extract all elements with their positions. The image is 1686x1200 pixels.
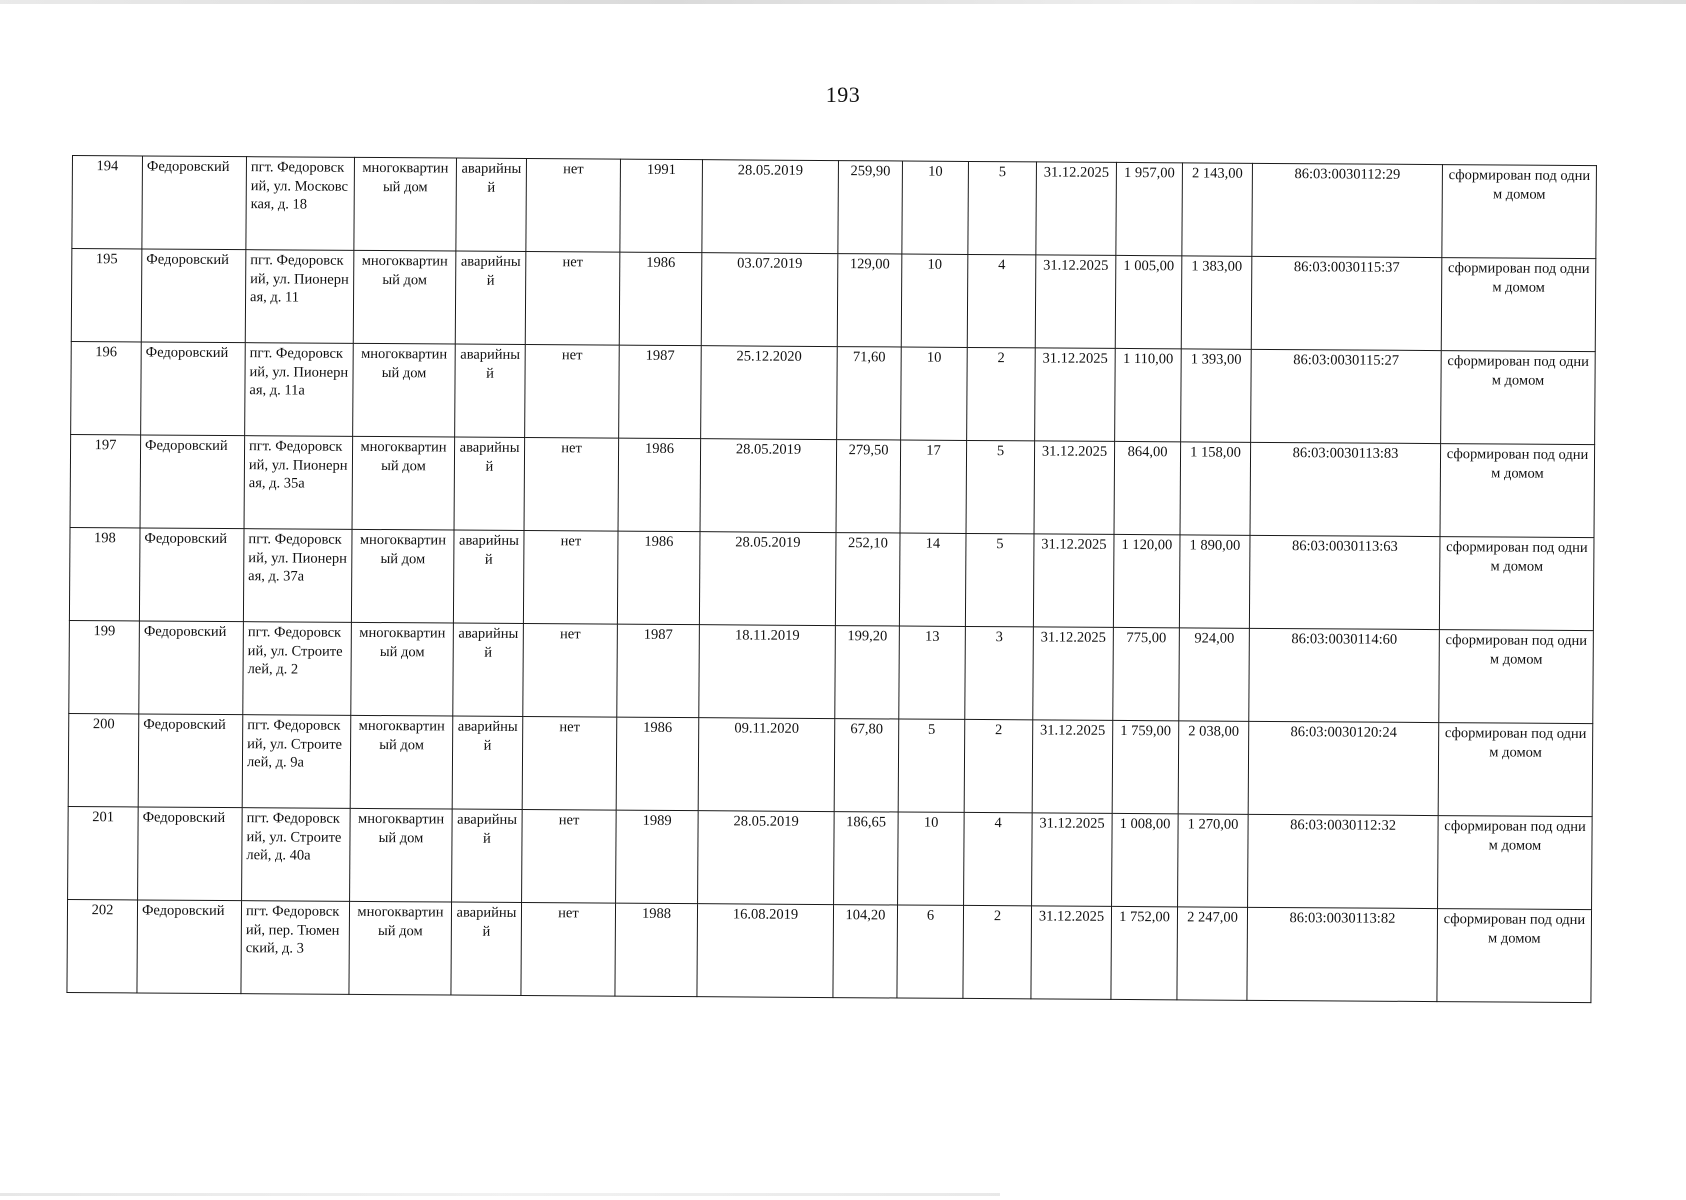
cell-value-a: 1 759,00 xyxy=(1112,720,1179,813)
cell-status: аварийный xyxy=(453,623,524,716)
cell-house-type: многоквартиный дом xyxy=(351,529,454,623)
cell-cadastral: 86:03:0030113:82 xyxy=(1247,907,1438,1001)
cell-deadline: 31.12.2025 xyxy=(1033,534,1114,628)
cell-no: 199 xyxy=(69,620,140,713)
cell-value-b: 1 393,00 xyxy=(1181,349,1252,442)
cell-district: Федоровский xyxy=(138,714,243,808)
cell-flag: нет xyxy=(522,810,617,904)
table-row xyxy=(70,434,1595,537)
scan-edge-top xyxy=(0,0,1686,4)
cell-status: аварийный xyxy=(454,437,525,530)
cell-house-type: многоквартиный дом xyxy=(352,436,455,530)
cell-address: пгт. Федоровский, ул. Пионерная, д. 11 xyxy=(245,250,354,344)
cell-value-b: 2 247,00 xyxy=(1177,907,1248,1000)
cell-year: 1989 xyxy=(616,810,699,904)
cell-district: Федоровский xyxy=(141,249,246,343)
cell-no: 197 xyxy=(70,434,141,527)
cell-date: 09.11.2020 xyxy=(698,718,835,812)
cell-cadastral: 86:03:0030112:32 xyxy=(1248,814,1439,908)
cell-count-b: 2 xyxy=(964,719,1033,812)
cell-note: сформирован под одним домом xyxy=(1438,723,1593,817)
cell-house-type: многоквартиный дом xyxy=(354,157,457,251)
cell-house-type: многоквартиный дом xyxy=(349,901,452,995)
table-row xyxy=(67,899,1592,1002)
table-row xyxy=(68,713,1593,816)
cell-year: 1986 xyxy=(619,252,702,346)
cell-count-a: 10 xyxy=(902,161,969,254)
cell-address: пгт. Федоровский, ул. Пионерная, д. 11а xyxy=(245,343,354,437)
document-sheet xyxy=(66,155,1596,1003)
cell-cadastral: 86:03:0030112:29 xyxy=(1252,163,1443,257)
table-row xyxy=(69,620,1594,723)
cell-note: сформирован под одним домом xyxy=(1440,444,1595,538)
cell-area: 71,60 xyxy=(837,347,902,440)
cell-flag: нет xyxy=(523,531,618,625)
cell-status: аварийный xyxy=(452,716,523,809)
cell-district: Федоровский xyxy=(138,807,243,901)
cell-address: пгт. Федоровский, пер. Тюменский, д. 3 xyxy=(241,901,350,995)
cell-count-a: 6 xyxy=(897,905,964,998)
housing-registry-table xyxy=(66,155,1597,1003)
cell-district: Федоровский xyxy=(142,156,247,250)
cell-house-type: многоквартиный дом xyxy=(351,622,454,716)
cell-district: Федоровский xyxy=(137,900,242,994)
cell-deadline: 31.12.2025 xyxy=(1035,255,1116,349)
cell-flag: нет xyxy=(521,902,616,996)
cell-value-b: 1 890,00 xyxy=(1179,535,1250,628)
cell-no: 194 xyxy=(72,156,143,249)
cell-flag: нет xyxy=(524,438,619,532)
cell-count-b: 5 xyxy=(965,533,1034,626)
cell-count-a: 10 xyxy=(898,812,965,905)
cell-no: 200 xyxy=(68,713,139,806)
cell-value-b: 1 158,00 xyxy=(1180,442,1251,535)
cell-year: 1986 xyxy=(618,438,701,532)
cell-house-type: многоквартиный дом xyxy=(350,808,453,902)
cell-count-a: 10 xyxy=(901,347,968,440)
cell-house-type: многоквартиный дом xyxy=(353,250,456,344)
cell-address: пгт. Федоровский, ул. Строителей, д. 40а xyxy=(242,808,351,902)
cell-year: 1986 xyxy=(616,717,699,811)
cell-value-b: 2 143,00 xyxy=(1182,163,1253,256)
cell-cadastral: 86:03:0030114:60 xyxy=(1249,628,1440,722)
cell-value-b: 924,00 xyxy=(1179,628,1250,721)
cell-district: Федоровский xyxy=(139,621,244,715)
cell-value-a: 1 752,00 xyxy=(1111,906,1178,999)
cell-area: 67,80 xyxy=(834,719,899,812)
cell-deadline: 31.12.2025 xyxy=(1035,348,1116,442)
cell-date: 28.05.2019 xyxy=(699,532,836,626)
cell-year: 1991 xyxy=(620,159,703,253)
cell-value-a: 1 957,00 xyxy=(1116,162,1183,255)
cell-year: 1986 xyxy=(617,531,700,625)
cell-value-a: 864,00 xyxy=(1114,441,1181,534)
cell-area: 186,65 xyxy=(834,812,899,905)
cell-date: 16.08.2019 xyxy=(697,904,834,998)
cell-status: аварийный xyxy=(451,902,522,995)
cell-date: 03.07.2019 xyxy=(701,253,838,347)
cell-status: аварийный xyxy=(452,809,523,902)
cell-date: 28.05.2019 xyxy=(702,160,839,254)
cell-no: 198 xyxy=(69,527,140,620)
cell-count-b: 5 xyxy=(968,161,1037,254)
cell-deadline: 31.12.2025 xyxy=(1032,813,1113,907)
cell-date: 28.05.2019 xyxy=(698,811,835,905)
cell-district: Федоровский xyxy=(139,528,244,622)
cell-cadastral: 86:03:0030115:27 xyxy=(1251,349,1442,443)
cell-value-a: 1 008,00 xyxy=(1112,813,1179,906)
cell-address: пгт. Федоровский, ул. Строителей, д. 2 xyxy=(243,622,352,716)
cell-count-a: 13 xyxy=(899,626,966,719)
cell-value-a: 775,00 xyxy=(1113,627,1180,720)
cell-count-b: 5 xyxy=(966,440,1035,533)
cell-area: 199,20 xyxy=(835,626,900,719)
cell-note: сформирован под одним домом xyxy=(1439,630,1594,724)
cell-no: 195 xyxy=(71,249,142,342)
table-row xyxy=(72,156,1597,259)
cell-deadline: 31.12.2025 xyxy=(1034,441,1115,535)
cell-value-a: 1 005,00 xyxy=(1115,255,1182,348)
cell-date: 25.12.2020 xyxy=(701,346,838,440)
cell-year: 1987 xyxy=(617,624,700,718)
cell-note: сформирован под одним домом xyxy=(1442,165,1597,259)
cell-deadline: 31.12.2025 xyxy=(1031,906,1112,1000)
table-row xyxy=(71,249,1596,352)
cell-year: 1987 xyxy=(619,345,702,439)
cell-count-b: 2 xyxy=(967,347,1036,440)
cell-deadline: 31.12.2025 xyxy=(1033,627,1114,721)
cell-status: аварийный xyxy=(453,530,524,623)
cell-status: аварийный xyxy=(455,251,526,344)
cell-flag: нет xyxy=(526,159,621,253)
cell-status: аварийный xyxy=(456,158,527,251)
cell-year: 1988 xyxy=(615,903,698,997)
cell-count-b: 3 xyxy=(965,626,1034,719)
cell-area: 129,00 xyxy=(837,254,902,347)
cell-count-a: 17 xyxy=(900,440,967,533)
cell-no: 202 xyxy=(67,899,138,992)
cell-cadastral: 86:03:0030115:37 xyxy=(1251,256,1442,350)
cell-date: 28.05.2019 xyxy=(700,439,837,533)
cell-house-type: многоквартиный дом xyxy=(353,343,456,437)
cell-house-type: многоквартиный дом xyxy=(350,715,453,809)
table-row xyxy=(69,527,1594,630)
cell-deadline: 31.12.2025 xyxy=(1036,162,1117,256)
cell-address: пгт. Федоровский, ул. Пионерная, д. 35а xyxy=(244,436,353,530)
scan-edge-bottom xyxy=(0,1193,1000,1196)
cell-flag: нет xyxy=(525,252,620,346)
cell-address: пгт. Федоровский, ул. Московская, д. 18 xyxy=(246,157,355,251)
table-row xyxy=(68,806,1593,909)
table-body xyxy=(67,156,1597,1003)
cell-value-b: 2 038,00 xyxy=(1178,721,1249,814)
cell-area: 259,90 xyxy=(838,161,903,254)
cell-flag: нет xyxy=(522,717,617,811)
cell-count-a: 10 xyxy=(901,254,968,347)
cell-area: 104,20 xyxy=(833,905,898,998)
cell-note: сформирован под одним домом xyxy=(1439,537,1594,631)
cell-cadastral: 86:03:0030113:83 xyxy=(1250,442,1441,536)
cell-note: сформирован под одним домом xyxy=(1441,351,1596,445)
cell-address: пгт. Федоровский, ул. Строителей, д. 9а xyxy=(242,715,351,809)
cell-address: пгт. Федоровский, ул. Пионерная, д. 37а xyxy=(243,529,352,623)
cell-area: 252,10 xyxy=(835,533,900,626)
cell-count-b: 2 xyxy=(963,905,1032,998)
cell-district: Федоровский xyxy=(140,435,245,529)
cell-value-b: 1 270,00 xyxy=(1178,814,1249,907)
cell-count-a: 14 xyxy=(899,533,966,626)
page-number: 193 xyxy=(825,82,861,107)
cell-area: 279,50 xyxy=(836,440,901,533)
cell-note: сформирован под одним домом xyxy=(1437,909,1592,1003)
cell-value-a: 1 120,00 xyxy=(1113,534,1180,627)
cell-note: сформирован под одним домом xyxy=(1438,816,1593,910)
cell-no: 201 xyxy=(68,806,139,899)
cell-flag: нет xyxy=(525,345,620,439)
cell-value-b: 1 383,00 xyxy=(1181,256,1252,349)
cell-cadastral: 86:03:0030113:63 xyxy=(1249,535,1440,629)
cell-date: 18.11.2019 xyxy=(699,625,836,719)
cell-status: аварийный xyxy=(455,344,526,437)
cell-note: сформирован под одним домом xyxy=(1441,258,1596,352)
cell-count-a: 5 xyxy=(898,719,965,812)
cell-deadline: 31.12.2025 xyxy=(1032,720,1113,814)
cell-count-b: 4 xyxy=(964,812,1033,905)
cell-value-a: 1 110,00 xyxy=(1115,348,1182,441)
cell-district: Федоровский xyxy=(141,342,246,436)
cell-count-b: 4 xyxy=(967,254,1036,347)
cell-no: 196 xyxy=(71,341,142,434)
table-row xyxy=(71,341,1596,444)
cell-cadastral: 86:03:0030120:24 xyxy=(1248,721,1439,815)
cell-flag: нет xyxy=(523,624,618,718)
